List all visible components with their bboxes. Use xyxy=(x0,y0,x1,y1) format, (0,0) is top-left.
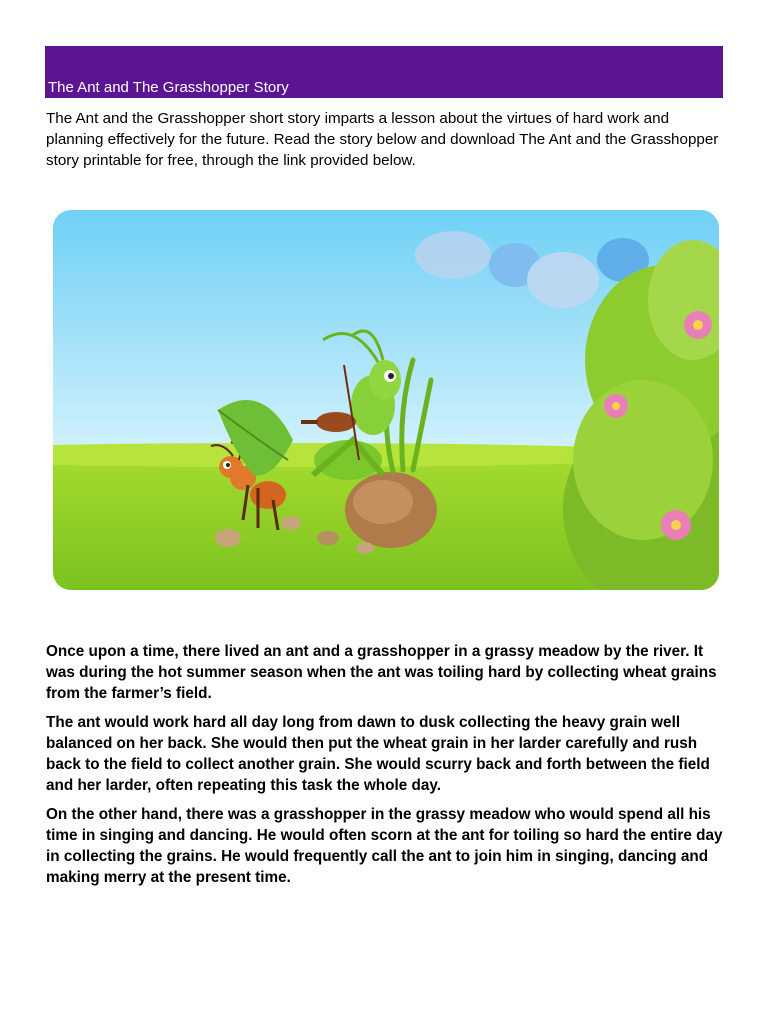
story-paragraph: The ant would work hard all day long from dawn to dusk collecting the heavy grain well balanced on her back. She would then put the wheat grain in her larder carefully and rush back to the field to collect another grain. She would scurry back and forth between the field and her larder, often repeating this task the whole day. xyxy=(46,714,710,794)
title-bar xyxy=(45,46,723,98)
story-illustration xyxy=(53,210,719,590)
page-title: The Ant and The Grasshopper Story xyxy=(48,79,289,96)
intro-paragraph: The Ant and the Grasshopper short story imparts a lesson about the virtues of hard work and planning effectively for the future. Read the story below and download The Ant and the Grasshopper story printable for free, through the link provided below. xyxy=(46,110,719,169)
story-paragraph: On the other hand, there was a grasshopper in the grassy meadow who would spend all his time in singing and dancing. He would often scorn at the ant for toiling so hard the entire day in collecting the grains. He would frequently call the ant to join him in singing, dancing and making merry at the present time. xyxy=(46,806,723,886)
story-paragraph: Once upon a time, there lived an ant and a grasshopper in a grassy meadow by the river. It was during the hot summer season when the ant was toiling hard by collecting wheat grains from the farmer’s field. xyxy=(46,643,717,702)
story-text xyxy=(46,641,736,896)
rock xyxy=(345,472,437,548)
